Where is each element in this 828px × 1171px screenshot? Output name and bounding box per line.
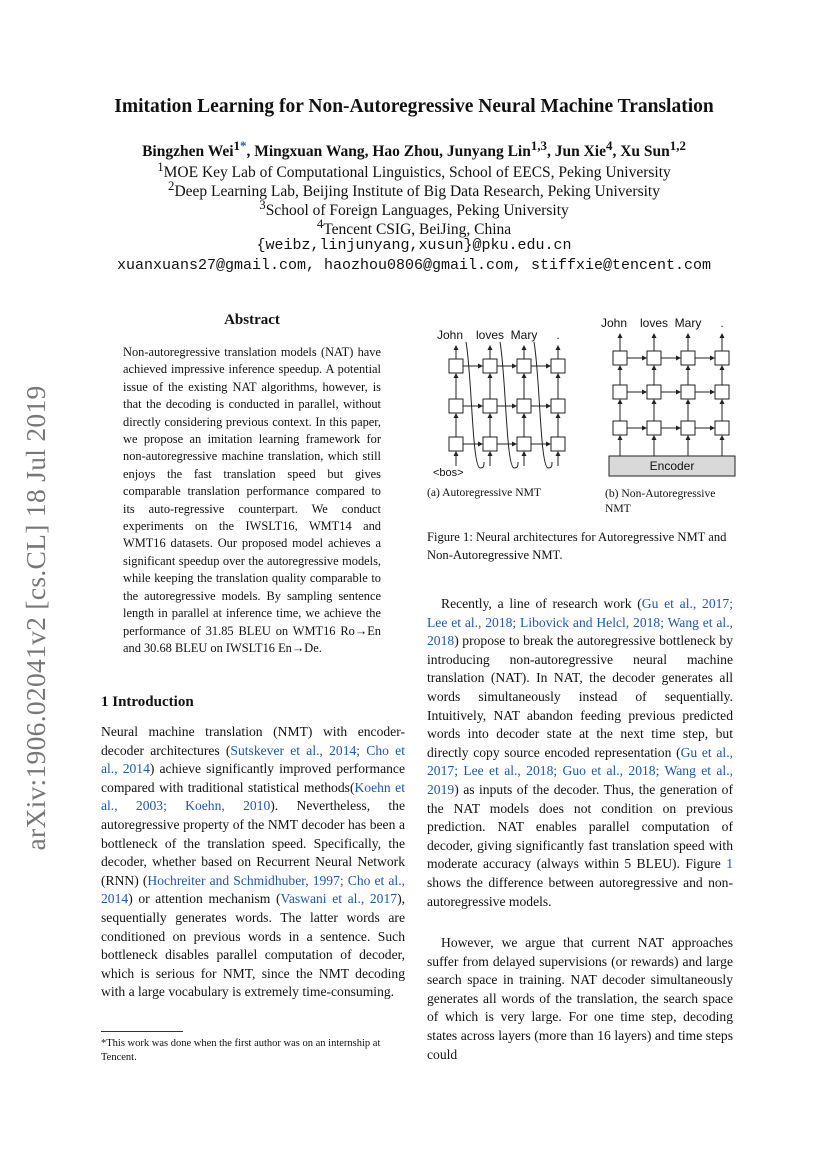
citation-link[interactable]: Hochreiter and Schmidhuber, 1997; Cho et al., 2014 [101,872,405,907]
output-word: Mary [510,328,538,342]
section-heading-introduction: 1 Introduction [101,694,194,710]
paper-title: Imitation Learning for Non-Autoregressive Neural Machine Translation [114,96,714,117]
affiliation-1: $^1$MOE Key Lab of Computational Linguistics, School of EECS, Peking University [157,159,671,182]
arxiv-stamp [6,378,66,858]
output-word: John [436,328,464,342]
decoder-state-box [681,351,695,365]
subcaption-a: (a) Autoregressive NMT [427,486,541,499]
intro-paragraph-2: Recently, a line of research work (Gu et al., 2017; Lee et al., 2018; Libovick and Helcl, 2018; Wang et al., 2018) propose to break the autoregressive bottleneck by introducing non-autoregressive neural machine translation (NAT). In NAT, the decoder generates all words simultaneously instead of sequentially. Intuitively, NAT abandon feeding previous predicted words into decoder state at the next time step, but directly copy source encoded representation (Gu et al., 2017; Lee et al., 2018; Guo et al., 2018; Wang et al., 2019) as inputs of the decoder. Thus, the generation of the NAT models does not condition on previous prediction. NAT enables parallel computation of decoder, giving significantly fast translation speed with moderate accuracy (always within 5 BLEU). Figure 1 shows the difference between autoregressive and non-autoregressive models. [427,596,733,909]
decoder-state-box [613,421,627,435]
email-line-2: xuanxuans27@gmail.com, haozhou0806@gmail.com, stiffxie@tencent.com [116,257,712,274]
decoder-state-box [551,437,565,451]
citation-link[interactable]: Gu et al., 2017; Lee et al., 2018; Guo et al., 2018; Wang et al., 2019 [427,744,733,797]
feedback-arrow [466,342,484,468]
bos-token-label: <bos> [433,467,464,479]
decoder-state-box [449,359,463,373]
affiliation-3: $^3$School of Foreign Languages, Peking University [259,197,569,220]
decoder-state-box [551,399,565,413]
feedback-arrow [500,342,518,468]
autoregressive-diagram [433,328,565,479]
output-word: . [720,316,724,330]
citation-link[interactable]: Vaswani et al., 2017 [280,891,398,907]
decoder-state-box [647,385,661,399]
footnote-rule [101,1031,183,1032]
decoder-state-box [681,421,695,435]
decoder-state-box [517,359,531,373]
output-word: . [556,328,560,342]
email-line-1: {weibz,linjunyang,xusun}@pku.edu.cn [256,237,572,254]
encoder-label: Encoder [649,459,695,473]
decoder-state-box [483,399,497,413]
decoder-state-box [715,421,729,435]
footnote: *This work was done when the first author was on an internship at Tencent. [101,1038,381,1063]
affiliation-2: $^2$Deep Learning Lab, Beijing Institute of Big Data Research, Peking University [168,178,660,201]
decoder-state-box [715,385,729,399]
abstract-heading: Abstract [224,312,280,328]
affiliation-4: $^4$Tencent CSIG, BeiJing, China [316,216,512,239]
author-list: Bingzhen Wei$^{1*}$, Mingxuan Wang, Hao Zhou, Junyang Lin$^{1,3}$, Jun Xie$^4$, Xu Sun$^{1,2}$ [142,138,686,161]
decoder-state-box [647,351,661,365]
abstract-text: Non-autoregressive translation models (NAT) have achieved impressive inference speedup. A potential issue of the existing NAT algorithms, however, is that the decoding is conducted in parallel, without directly considering previous context. In this paper, we propose an imitation learning framework for non-autoregressive machine translation, which still enjoys the fast translation speed but gives comparable translation performance compared to its auto-regressive counterpart. We conduct experiments on the IWSLT16, WMT14 and WMT16 datasets. Our proposed model achieves a significant speedup over the autoregressive models, while keeping the translation quality comparable to the autoregressive models. By sampling sentence length in parallel at inference time, we achieve the performance of 31.85 BLEU on WMT16 Ro→En and 30.68 BLEU on IWSLT16 En→De. [123,345,381,655]
citation-link[interactable]: Koehn et al., 2003; Koehn, 2010 [101,779,405,814]
decoder-state-box [449,399,463,413]
citation-link[interactable]: Gu et al., 2017; Lee et al., 2018; Libovick and Helcl, 2018; Wang et al., 2018 [427,596,733,649]
citation-link[interactable]: Sutskever et al., 2014; Cho et al., 2014 [101,742,405,777]
decoder-state-box [483,437,497,451]
decoder-state-box [647,421,661,435]
output-word: loves [475,328,505,342]
output-word: loves [639,316,669,330]
decoder-state-box [613,385,627,399]
feedback-arrow [534,342,552,468]
intro-paragraph-3: However, we argue that current NAT approaches suffer from delayed supervisions (or rewards) and large search space in training. NAT decoder simultaneously generates all words of the translation, the search space of which is very large. For one time step, decoding states across layers (more than 16 layers) and time steps could [427,935,733,1062]
decoder-state-box [449,437,463,451]
non-autoregressive-diagram [601,316,735,476]
decoder-state-box [715,351,729,365]
intro-paragraph-1: Neural machine translation (NMT) with encoder-decoder architectures (Sutskever et al., 2014; Cho et al., 2014) achieve significantly improved performance compared with traditional statistical methods(Koehn et al., 2003; Koehn, 2010). Nevertheless, the autoregressive property of the NMT decoder has been a bottleneck of the translation speed. Specifically, the decoder, whether based on Recurrent Neural Network (RNN) (Hochreiter and Schmidhuber, 1997; Cho et al., 2014) or attention mechanism (Vaswani et al., 2017), sequentially generates words. The latter words are conditioned on previous words in a sentence. Such bottleneck disables parallel computation of decoder, which is serious for NMT, since the NMT decoding with a large vocabulary is extremely time-consuming. [101,724,405,1000]
decoder-state-box [517,399,531,413]
output-word: John [600,316,628,330]
figure-1-diagram [425,316,740,486]
figure-reference-link[interactable]: 1 [726,856,733,872]
decoder-state-box [551,359,565,373]
decoder-state-box [613,351,627,365]
output-word: Mary [674,316,702,330]
decoder-state-box [681,385,695,399]
arxiv-id: arXiv:1906.02041v2 [cs.CL] 18 Jul 2019 [20,385,51,851]
decoder-state-box [483,359,497,373]
subcaption-b: (b) Non-Autoregressive NMT [605,487,716,515]
figure-caption: Figure 1: Neural architectures for Autoregressive NMT and Non-Autoregressive NMT. [427,530,727,562]
decoder-state-box [517,437,531,451]
